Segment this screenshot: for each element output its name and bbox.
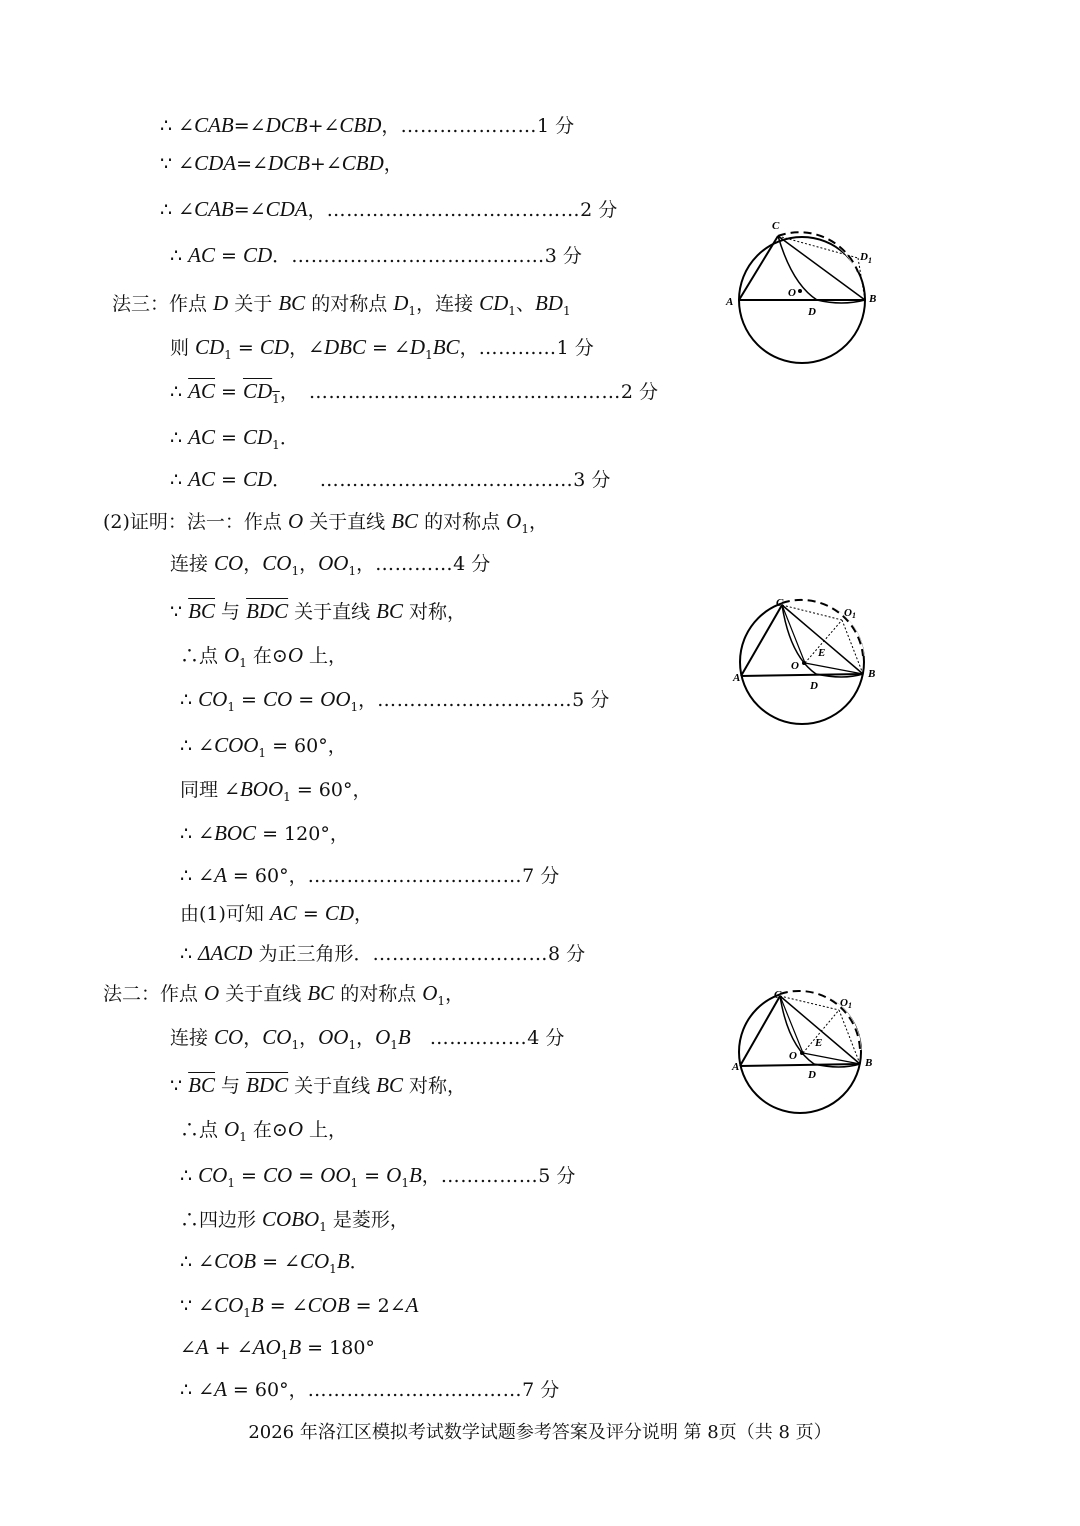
- proof-line: ∵ $\angle CO_1B$ = ∠COB = 2∠A: [180, 1293, 419, 1320]
- proof-line: ∴ AC = CD． …………………………………3 分: [170, 467, 611, 491]
- figure-label: O: [788, 287, 796, 299]
- geometry-figure-1: [722, 214, 892, 364]
- figure-label: O: [844, 607, 852, 619]
- proof-line: ∴四边形 $COBO_1$ 是菱形，: [180, 1207, 409, 1234]
- figure-label: B: [869, 293, 877, 305]
- proof-line: ∴ AC = $CD_1$．: [170, 425, 299, 452]
- proof-line: ∴ ∠CAB=∠CDA，…………………………………2 分: [160, 197, 618, 221]
- figure-label: B: [868, 668, 876, 680]
- figure-label: B: [865, 1057, 873, 1069]
- figure-label: O: [840, 997, 848, 1009]
- geometry-figure-2: [728, 596, 888, 736]
- proof-line: ∴ ΔACD 为正三角形．………………………8 分: [180, 941, 586, 965]
- figure-label: D: [808, 306, 816, 318]
- proof-line: ∴ ∠A = 60°，……………………………7 分: [180, 1377, 560, 1401]
- proof-line: ∠A + $\angle AO_1B = 180^\circ$: [180, 1335, 375, 1362]
- figure-label: D: [808, 1069, 816, 1081]
- proof-line: 由(1)可知 AC = CD，: [180, 901, 374, 925]
- svg-text:1: 1: [868, 256, 872, 265]
- proof-line: ∴点 $O_1$ 在⊙O 上，: [180, 643, 348, 670]
- figure-label: A: [733, 672, 741, 684]
- proof-line: ∴ ∠COB = $\angle CO_1B$．: [180, 1249, 369, 1276]
- page-footer: 2026 年洛江区模拟考试数学试题参考答案及评分说明 第 8页（共 8 页）: [248, 1422, 832, 1443]
- proof-line: ∵ ∠CDA=∠DCB+∠CBD，: [160, 151, 403, 175]
- figure-label: D: [860, 251, 868, 263]
- figure-label: D: [810, 680, 818, 692]
- proof-line: ∴ $CO_1$ = CO = $OO_1$，…………………………5 分: [180, 687, 610, 714]
- proof-line: ∴ $\overline{AC} = CD_1$， …………………………………………2 分: [170, 379, 658, 406]
- geometry-figure-3: [728, 986, 888, 1121]
- figure-label: C: [774, 989, 782, 1001]
- proof-line: ∴点 $O_1$ 在⊙O 上，: [180, 1117, 348, 1144]
- figure-label: A: [732, 1061, 740, 1073]
- figure-label: A: [726, 296, 734, 308]
- svg-text:1: 1: [848, 1001, 852, 1010]
- proof-line: 连接 CO，$CO_1$，$OO_1$，$O_1B$ ……………4 分: [170, 1025, 565, 1052]
- proof-line: ∵ $\overline{BC}$ 与 $\overline{BDC}$ 关于直线 BC 对称，: [170, 1073, 467, 1097]
- figure-label: O: [791, 660, 799, 672]
- figure-label: O: [789, 1050, 797, 1062]
- proof-line: 同理 $\angle BOO_1 = 60^\circ$，: [180, 777, 372, 804]
- proof-line: ∴ ∠BOC = 120°，: [180, 821, 349, 845]
- figure-label: E: [815, 1037, 823, 1049]
- figure-label: C: [776, 597, 784, 609]
- proof-line: ∵ $\overline{BC}$ 与 $\overline{BDC}$ 关于直线 BC 对称，: [170, 599, 467, 623]
- figure-label: E: [818, 647, 826, 659]
- proof-line: 法三：作点 D 关于 BC 的对称点 $D_1$，连接 $CD_1$、$BD_1$: [112, 291, 571, 318]
- proof-line: 法二：作点 O 关于直线 BC 的对称点 $O_1$，: [103, 981, 465, 1008]
- proof-line: ∴ ∠A = 60°，……………………………7 分: [180, 863, 560, 887]
- proof-line: ∴ $\angle COO_1 = 60^\circ$，: [180, 733, 347, 760]
- proof-line: 则 $CD_1$ = CD，∠DBC = $\angle D_1BC$，…………1 分: [170, 335, 594, 362]
- proof-line: ∴ $CO_1$ = CO = $OO_1 = O_1B$，……………5 分: [180, 1163, 576, 1190]
- proof-line: ∴ AC = CD．…………………………………3 分: [170, 243, 582, 267]
- svg-text:1: 1: [852, 611, 856, 620]
- figure-label: C: [772, 220, 780, 232]
- proof-line: (2)证明：法一：作点 O 关于直线 BC 的对称点 $O_1$，: [103, 509, 548, 536]
- proof-line: 连接 CO，$CO_1$，$OO_1$，…………4 分: [170, 551, 491, 578]
- proof-line: ∴ ∠CAB=∠DCB+∠CBD，…………………1 分: [160, 113, 575, 137]
